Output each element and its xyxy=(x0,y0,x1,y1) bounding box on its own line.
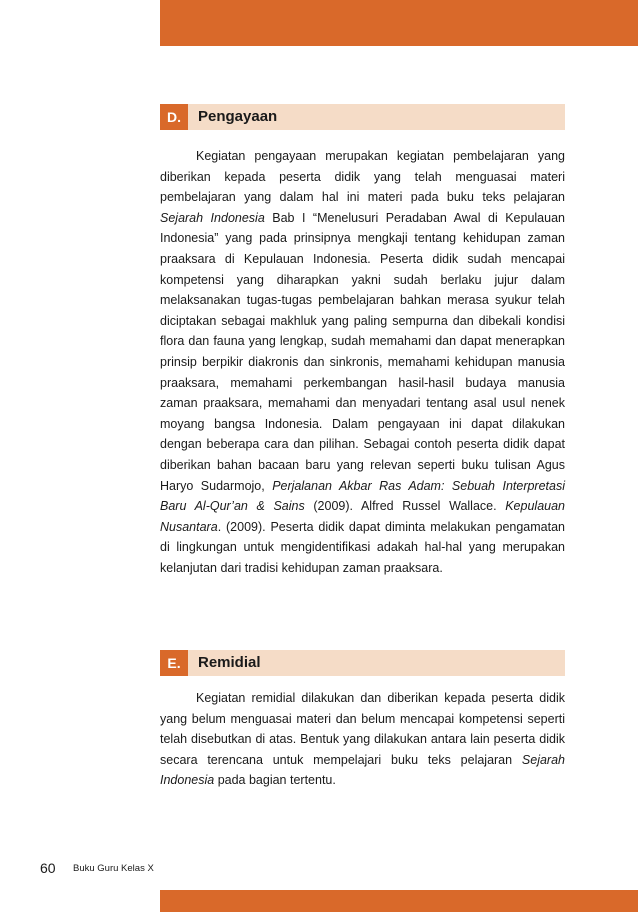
section-letter: D. xyxy=(160,104,188,130)
text-run-italic: Sejarah Indonesia xyxy=(160,210,265,225)
bottom-decorative-bar xyxy=(160,890,638,912)
section-header-remidial xyxy=(160,650,565,676)
text-run-italic: Kepulauan Nusantara xyxy=(160,499,565,534)
text-run: Bab I “Menelusuri Peradaban Awal di Kepulauan Indonesia” yang pada prinsipnya mengkaji tentang kehidupan zaman praaksara di Kepulauan Indonesia. Peserta didik sudah mencapai kompetensi yang diharapkan yakni sudah berlaku jujur dalam melaksanakan tugas-tugas pembelajaran bahkan merasa syukur telah diciptakan sebagai makhluk yang paling sempurna dan dibekali kondisi flora dan fauna yang lengkap, sudah memahami dan dapat menerapkan prinsip berpikir diakronis dan sinkronis, memahami kehidupan manusia praaksara, memahami perkembangan hasil-hasil budaya manusia zaman praaksara, memahami dan menyadari tentang asal usul nenek moyang bangsa Indonesia. Dalam pengayaan ini dapat dilakukan dengan beberapa cara dan pilihan. Sebagai contoh peserta didik dapat diberikan bahan bacaan baru yang relevan seperti buku tulisan Agus Haryo Sudarmojo, xyxy=(160,210,565,493)
paragraph-pengayaan xyxy=(160,146,565,578)
text-run-italic: Perjalanan Akbar Ras Adam: Sebuah Interpretasi Baru Al-Qur’an & Sains xyxy=(160,478,565,514)
text-run: Kegiatan remidial dilakukan dan diberikan kepada peserta didik yang belum menguasai materi dan belum mencapai kompetensi seperti telah disebutkan di atas. Bentuk yang dilakukan antara lain peserta didik secara terencana untuk mempelajari buku teks pelajaran xyxy=(160,691,565,767)
page-number: 60 xyxy=(40,860,56,876)
paragraph-remidial xyxy=(160,688,565,791)
text-run: . (2009). Peserta didik dapat diminta melakukan pengamatan di lingkungan untuk mengidentifikasi adakah hal-hal yang merupakan kelanjutan dari tradisi kehidupan zaman praaksara. xyxy=(160,519,565,575)
text-run-italic: Sejarah Indonesia xyxy=(160,752,565,788)
text-run: Kegiatan pengayaan merupakan kegiatan pembelajaran yang diberikan kepada peserta didik yang telah menguasai materi pembelajaran yang dalam hal ini materi pada buku teks pelajaran xyxy=(160,149,565,205)
section-title: Pengayaan xyxy=(198,108,278,125)
section-letter: E. xyxy=(160,650,188,676)
section-title: Remidial xyxy=(198,654,261,671)
footer-label: Buku Guru Kelas X xyxy=(73,863,154,874)
top-decorative-bar xyxy=(160,0,638,46)
text-run: pada bagian tertentu. xyxy=(214,773,336,788)
section-header-pengayaan xyxy=(160,104,565,130)
text-run: (2009). Alfred Russel Wallace. xyxy=(304,499,506,514)
